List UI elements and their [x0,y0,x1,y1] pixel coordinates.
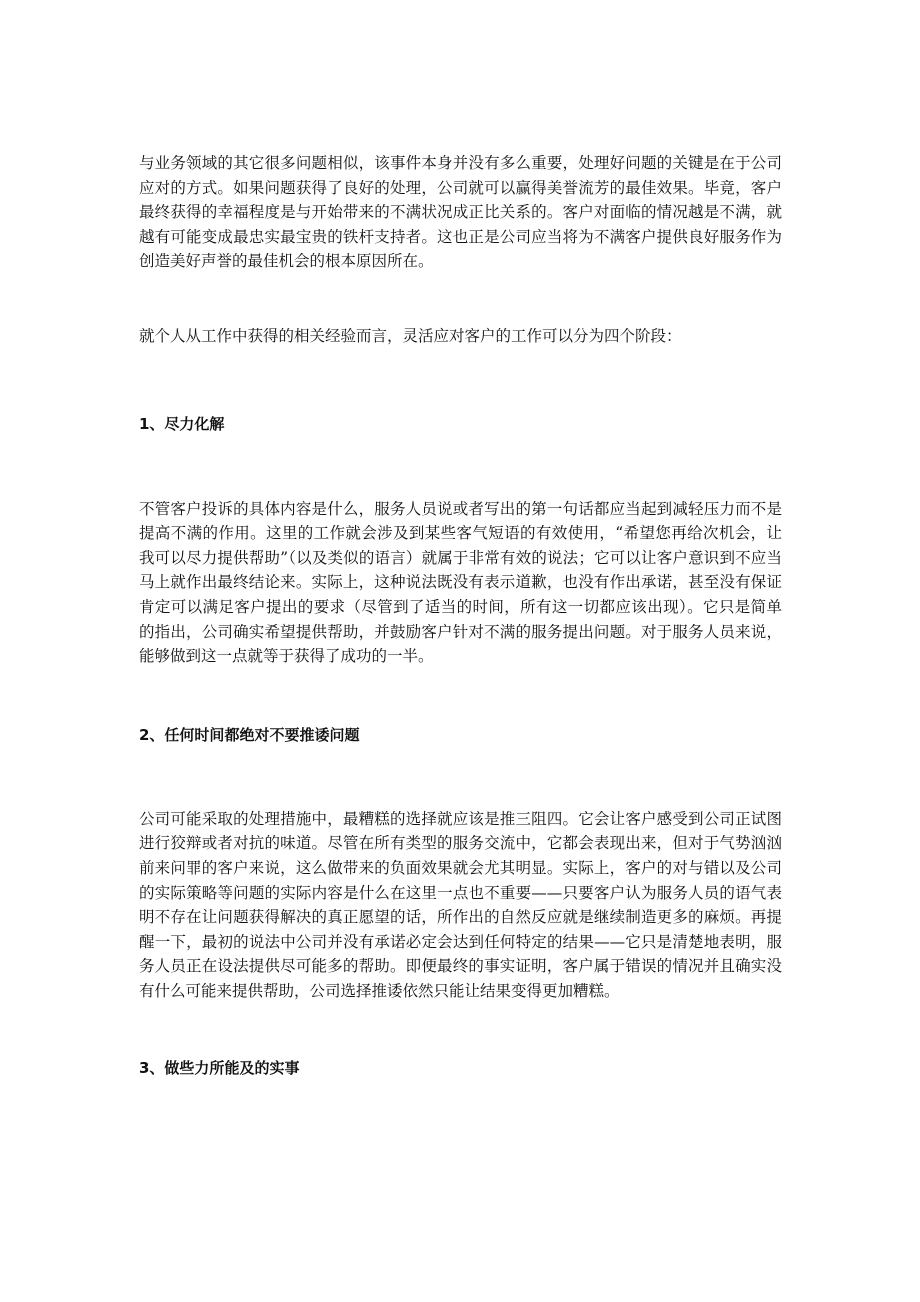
section-body-2: 公司可能采取的处理措施中，最糟糕的选择就应该是推三阻四。它会让客户感受到公司正试图进行狡辩或者对抗的味道。尽管在所有类型的服务交流中，它都会表现出来，但对于气势汹汹前来问罪的客户来说，这么做带来的负面效果就会尤其明显。实际上，客户的对与错以及公司的实际策略等问题的实际内容是什么在这里一点也不重要——只要客户认为服务人员的语气表明不存在让问题获得解决的真正愿望的话，所作出的自然反应就是继续制造更多的麻烦。再提醒一下，最初的说法中公司并没有承诺必定会达到任何特定的结果——它只是清楚地表明，服务人员正在设法提供尽可能多的帮助。即便最终的事实证明，客户属于错误的情况并且确实没有什么可能来提供帮助，公司选择推诿依然只能让结果变得更加糟糕。 [139,809,782,1000]
section-heading-1: 1、尽力化解 [139,414,225,433]
section-heading-2: 2、任何时间都绝对不要推诿问题 [139,725,360,744]
intro-paragraph: 与业务领域的其它很多问题相似，该事件本身并没有多么重要，处理好问题的关键是在于公司应对的方式。如果问题获得了良好的处理，公司就可以赢得美誉流芳的最佳效果。毕竟，客户最终获得的幸福程度是与开始带来的不满状况成正比关系的。客户对面临的情况越是不满，就越有可能变成最忠实最宝贵的铁杆支持者。这也正是公司应当将为不满客户提供良好服务作为创造美好声誉的最佳机会的根本原因所在。 [139,154,782,271]
document-page [139,151,782,1080]
lead-paragraph: 就个人从工作中获得的相关经验而言，灵活应对客户的工作可以分为四个阶段： [139,326,682,345]
section-body-1: 不管客户投诉的具体内容是什么，服务人员说或者写出的第一句话都应当起到减轻压力而不是提高不满的作用。这里的工作就会涉及到某些客气短语的有效使用，“希望您再给次机会，让我可以尽力提供帮助”（以及类似的语言）就属于非常有效的说法；它可以让客户意识到不应当马上就作出最终结论来。实际上，这种说法既没有表示道歉，也没有作出承诺，甚至没有保证肯定可以满足客户提出的要求（尽管到了适当的时间，所有这一切都应该出现）。它只是简单的指出，公司确实希望提供帮助，并鼓励客户针对不满的服务提出问题。对于服务人员来说，能够做到这一点就等于获得了成功的一半。 [139,499,782,666]
section-heading-3: 3、做些力所能及的实事 [139,1059,300,1078]
